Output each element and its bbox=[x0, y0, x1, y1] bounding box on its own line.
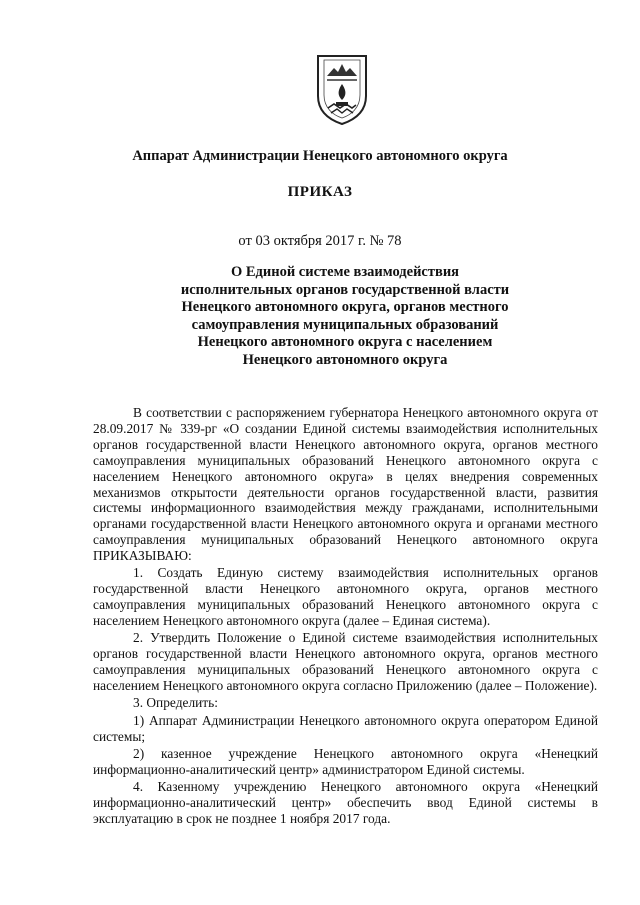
clause-4: 4. Казенному учреждению Ненецкого автономного округа «Ненецкий информационно-аналитический центр» обеспечить ввод Единой системы в эксплуатацию в срок не позднее 1 ноября 2017 года. bbox=[93, 779, 598, 826]
coat-of-arms-icon bbox=[314, 50, 370, 126]
subject-line: Ненецкого автономного округа, органов местного bbox=[181, 299, 509, 316]
subject-line: О Единой системе взаимодействия bbox=[230, 264, 460, 280]
clause-3-item-2: 2) казенное учреждение Ненецкого автономного округа «Ненецкий информационно-аналитический центр» администратором Единой системы. bbox=[93, 745, 598, 777]
clause-3: 3. Определить: bbox=[133, 695, 218, 711]
subject-line: Ненецкого автономного округа с населением bbox=[197, 334, 493, 351]
subject-line: исполнительных органов государственной власти bbox=[180, 281, 510, 298]
clause-1: 1. Создать Единую систему взаимодействия исполнительных органов государственной власти Ненецкого автономного округа, органов местного самоуправления муниципальных образований Ненецкого автономного округа с населением Ненецкого автономного округа (далее – Единая система). bbox=[93, 565, 598, 629]
subject-line: самоуправления муниципальных образований bbox=[191, 316, 499, 333]
subject-line: Ненецкого автономного округа bbox=[242, 351, 448, 368]
document-body bbox=[93, 405, 598, 827]
organization-name: Аппарат Администрации Ненецкого автономного округа bbox=[132, 148, 508, 164]
document-date-number: от 03 октября 2017 г. № 78 bbox=[238, 233, 402, 249]
document-type: ПРИКАЗ bbox=[287, 184, 353, 200]
clause-2: 2. Утвердить Положение о Единой системе взаимодействия исполнительных органов государственной власти Ненецкого автономного округа, органов местного самоуправления муниципальных образований Ненецкого автономного округа с населением Ненецкого автономного округа согласно Приложению (далее – Положение). bbox=[93, 630, 598, 694]
preamble-paragraph: В соответствии с распоряжением губернатора Ненецкого автономного округа от 28.09.2017 № 339-рг «О создании Единой системы взаимодействия исполнительных органов государственной власти Ненецкого автономного округа, органов местного самоуправления муниципальных образований Ненецкого автономного округа с населением Ненецкого автономного округа» в целях внедрения современных механизмов открытости деятельности органов государственной власти, развития системы информационного взаимодействия между гражданами, исполнительными органами государственной власти Ненецкого автономного округа и органами местного самоуправления муниципальных образований Ненецкого автономного округа ПРИКАЗЫВАЮ: bbox=[93, 405, 598, 564]
clause-3-item-1: 1) Аппарат Администрации Ненецкого автономного округа оператором Единой системы; bbox=[93, 712, 598, 744]
document-subject bbox=[140, 264, 550, 370]
